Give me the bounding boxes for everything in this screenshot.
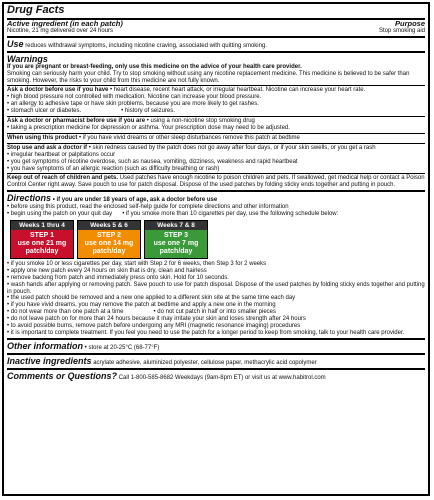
divider <box>7 353 425 355</box>
direction-9: • if you have vivid dreams, you may remove the patch at bedtime and apply a new one in the morning <box>7 302 276 309</box>
direction-4: • if you smoke 10 or less cigarettes per day, start with Step 2 for 6 weeks, then Step 3 for 2 weeks <box>7 260 267 267</box>
ask-doctor-heading: Ask a doctor before use if you have <box>7 87 109 94</box>
pharm-2: • taking a prescription medicine for depression or asthma. Your prescription dose may need to be adjusted. <box>7 124 290 131</box>
step-weeks: Weeks 7 & 8 <box>145 221 207 230</box>
direction-8: • the used patch should be removed and a new one applied to a different skin site at the same time each day <box>7 295 296 302</box>
direction-2: • before using this product, read the enclosed self-help guide for complete directions and other information <box>7 204 289 211</box>
direction-10: • do not wear more than one patch at a time <box>7 309 124 316</box>
other-section <box>7 341 425 352</box>
stop-section <box>7 145 425 152</box>
active-heading: Active ingredient (in each patch) <box>7 19 123 28</box>
divider <box>7 173 425 174</box>
stop-heading: Stop use and ask a doctor if <box>7 144 88 151</box>
warnings-heading: Warnings <box>7 53 48 64</box>
divider <box>7 190 425 192</box>
keep-section <box>7 175 425 189</box>
step-weeks: Weeks 1 thru 4 <box>11 221 73 230</box>
step-dose: use one 14 mg patch/day <box>84 239 134 255</box>
pharm-heading: Ask a doctor or pharmacist before use if you are <box>7 118 146 125</box>
keep-text: Used patches have enough nicotine to poison children and pets. If swallowed, get medical help or contact a Poison Control Center right away. Save pouch to use for patch disposal. Dispose of the used patches by folding sticky ends together and putting in pouch. <box>7 175 425 189</box>
step-card <box>10 220 74 259</box>
stop-2: • irregular heartbeat or palpitations occur <box>7 151 116 158</box>
step-body <box>145 230 207 258</box>
step-dose: use one 7 mg patch/day <box>153 239 199 255</box>
inactive-heading: Inactive ingredients <box>7 355 92 366</box>
direction-7: • wash hands after applying or removing patch. Save pouch to use for patch disposal. Dispose of the used patches by folding sticky ends together and putting in pouch. <box>7 281 425 295</box>
when-section <box>7 135 425 142</box>
direction-1: • if you are under 18 years of age, ask a doctor before use <box>52 197 218 204</box>
comments-section <box>7 371 425 382</box>
step-schedule <box>10 220 425 259</box>
other-text: • store at 20-25°C (68-77°F) <box>84 344 160 351</box>
purpose-heading: Purpose <box>394 19 425 28</box>
when-heading: When using this product <box>7 134 78 141</box>
direction-10b: • do not cut patch in half or into smaller pieces <box>153 309 277 316</box>
step-label: STEP 3 <box>164 231 188 239</box>
use-section <box>7 39 425 50</box>
step-weeks: Weeks 5 & 6 <box>78 221 140 230</box>
drug-facts-panel <box>2 2 430 496</box>
divider <box>7 133 425 134</box>
stop-4: • you have symptoms of an allergic reaction (such as difficulty breathing or rash) <box>7 165 220 172</box>
use-heading: Use <box>7 38 24 49</box>
comments-text: Call 1-800-585-8682 Weekdays (9am-8pm ET) or visit us at www.habitrol.com <box>118 374 326 381</box>
ask-doctor-3: • an allergy to adhesive tape or have skin problems, because you are more likely to get rashes. <box>7 101 259 108</box>
stop-1: • skin redness caused by the patch does not go away after four days, or if your skin swells, or you get a rash <box>88 144 376 151</box>
ask-doctor <box>7 87 425 94</box>
direction-10-row <box>7 309 425 316</box>
when-text: • if you have vivid dreams or other sleep disturbances remove this patch at bedtime <box>79 134 300 141</box>
direction-13: • it is important to complete treatment. If you feel you need to use the patch for a longer period to keep from smoking, talk to your health care provider. <box>7 330 405 336</box>
step-dose: use one 21 mg patch/day <box>17 239 67 255</box>
direction-6: • remove backing from patch and immediately press onto skin. Hold for 10 seconds. <box>7 274 229 281</box>
direction-3: • begin using the patch on your quit day <box>7 211 113 218</box>
pharm-section <box>7 118 425 125</box>
step-card <box>144 220 208 259</box>
ask-doctor-4: • stomach ulcer or diabetes. <box>7 108 82 115</box>
divider <box>7 143 425 144</box>
divider <box>7 338 425 340</box>
ask-doctor-1: • heart disease, recent heart attack, or irregular heartbeat. Nicotine can increase your heart rate. <box>110 87 366 94</box>
page-title: Drug Facts <box>7 4 65 16</box>
step-label: STEP 1 <box>30 231 54 239</box>
direction-11: • do not leave patch on for more than 24 hours because it may irritate your skin and loses strength after 24 hours <box>7 316 306 323</box>
purpose-value: Stop smoking aid <box>378 27 425 34</box>
step-body <box>11 230 73 258</box>
divider <box>7 116 425 117</box>
keep-heading: Keep out of reach of children and pets. <box>7 175 119 182</box>
pregnant-bold: If you are pregnant or breast-feeding, only use this medicine on the advice of your health care provider. <box>7 63 302 70</box>
active-ingredient: Nicotine, 21 mg delivered over 24 hours <box>7 27 114 34</box>
divider <box>7 51 425 53</box>
other-heading: Other information <box>7 340 83 351</box>
directions-section <box>7 193 425 204</box>
inactive-text: acrylate adhesive, aluminized polyester, cellulose paper, methacrylic acid copolymer <box>93 359 317 366</box>
active-row <box>7 28 425 35</box>
divider <box>7 85 425 86</box>
active-heading-row <box>7 21 425 28</box>
directions-heading: Directions <box>7 193 52 204</box>
inactive-section <box>7 356 425 367</box>
direction-3b: • if you smoke more than 10 cigarettes per day, use the following schedule below: <box>122 211 339 218</box>
direction-12: • to avoid possible burns, remove patch before undergoing any MRI (magnetic resonance imaging) procedures <box>7 323 301 330</box>
step-label: STEP 2 <box>97 231 121 239</box>
use-text: reduces withdrawal symptoms, including nicotine craving, associated with quitting smoking. <box>25 42 267 49</box>
divider <box>7 36 425 38</box>
stop-3: • you get symptoms of nicotine overdose, such as nausea, vomiting, dizziness, weakness and rapid heartbeat <box>7 158 298 165</box>
step-body <box>78 230 140 258</box>
pregnant-text: Smoking can seriously harm your child. Try to stop smoking without using any nicotine replacement medicine. This medicine is believed to be safer than smoking. However, the risks to your child from this medicine are not fully known. <box>7 70 410 84</box>
step-card <box>77 220 141 259</box>
ask-doctor-5: • history of seizures. <box>121 108 175 115</box>
divider <box>7 368 425 370</box>
direction-3-row <box>7 211 425 218</box>
ask-doctor-row <box>7 108 425 115</box>
pharm-1: • using a non-nicotine stop smoking drug <box>146 118 255 125</box>
direction-5: • apply one new patch every 24 hours on skin that is dry, clean and hairless <box>7 267 207 274</box>
ask-doctor-2: • high blood pressure not controlled with medication. Nicotine can increase your blood pressure. <box>7 94 262 101</box>
pregnant-warning <box>7 64 425 71</box>
comments-heading: Comments or Questions? <box>7 370 118 381</box>
